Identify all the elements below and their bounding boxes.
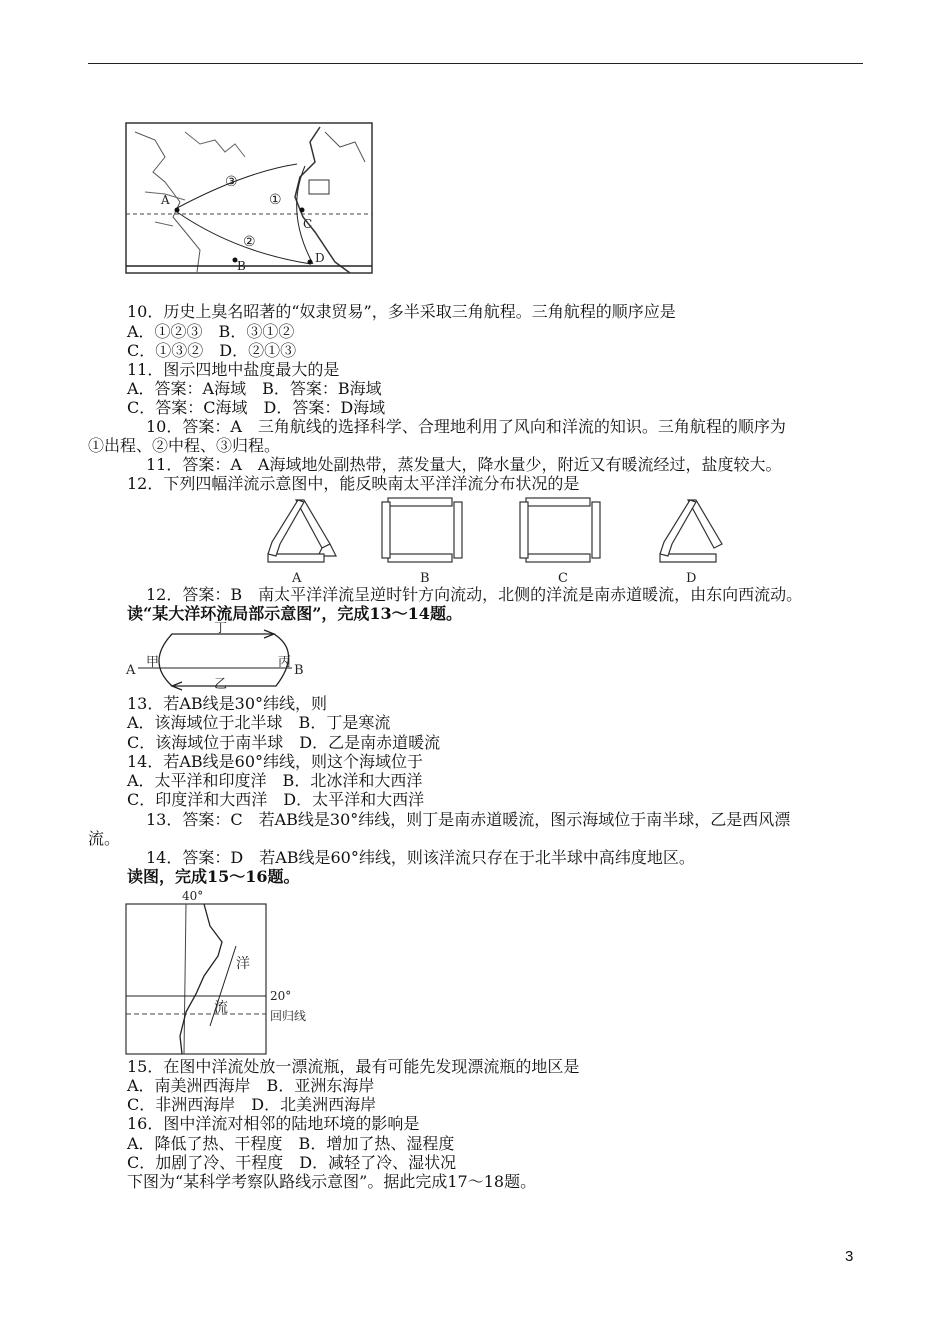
fig13-label-jia: 甲 [146,655,160,670]
question-10-options-ab: A．①②③ B．③①② [127,322,295,341]
map1-label-a: A [161,193,170,207]
fig12-label-c: C [558,571,568,586]
question-10: 10．历史上臭名昭著的“奴隶贸易”，多半采取三角航程。三角航程的顺序应是 [127,302,676,321]
page-number: 3 [845,1248,854,1265]
question-15-options-cd: C．非洲西海岸 D．北美洲西海岸 [127,1095,377,1114]
answer-13-line-2: 流。 [88,829,121,848]
question-15-options-ab: A．南美洲西海岸 B．亚洲东海岸 [127,1076,375,1095]
question-14-options-ab: A．太平洋和印度洋 B．北冰洋和大西洋 [127,771,423,790]
coastal-current-fig15 [124,886,324,1058]
question-16-options-ab: A．降低了热、干程度 B．增加了热、湿程度 [127,1134,455,1153]
question-13-options-ab: A．该海域位于北半球 B．丁是寒流 [127,713,391,732]
question-14-options-cd: C．印度洋和大西洋 D．太平洋和大西洋 [127,790,425,809]
answer-10-line-1: 10．答案：A 三角航线的选择科学、合理地利用了风向和洋流的知识。三角航程的顺序为 [146,417,786,436]
fig13-label-ding: 丁 [214,622,228,636]
fig13-label-b: B [294,663,304,678]
fig13-label-yi: 乙 [214,677,228,692]
question-16: 16．图中洋流对相邻的陆地环境的影响是 [127,1114,420,1133]
map1-route-1: ① [269,192,282,208]
question-15: 15．在图中洋流处放一漂流瓶，最有可能先发现漂流瓶的地区是 [127,1057,580,1076]
answer-11: 11．答案：A A海域地处副热带，蒸发量大，降水量少，附近又有暖流经过，盐度较大。 [146,455,782,474]
map1-label-c: C [303,217,313,231]
fig15-tropic-label: 回归线 [270,1009,307,1023]
question-13: 13．若AB线是30°纬线，则 [127,694,328,713]
current-diagrams-fig12 [258,492,730,587]
read-13-14: 读“某大洋环流局部示意图”，完成13～14题。 [127,604,462,623]
map1-route-2: ② [243,234,256,250]
question-11-options-ab: A．答案：A海域 B．答案：B海域 [127,379,382,398]
map1-label-b: B [237,259,246,273]
fig13-label-bing: 丙 [278,655,292,670]
fig15-lat-40: 40° [182,889,204,903]
fig12-label-d: D [686,571,697,586]
fig15-lat-20: 20° [270,989,292,1003]
ocean-gyre-fig13 [124,622,314,692]
answer-10-line-2: ①出程、②中程、③归程。 [88,436,281,455]
triangle-trade-map [125,122,373,274]
question-10-options-cd: C．①③② D．②①③ [127,341,297,360]
fig15-label-liu: 流 [214,1000,228,1016]
answer-13-line-1: 13．答案：C 若AB线是30°纬线，则丁是南赤道暖流，图示海域位于南半球，乙是西风漂 [146,810,791,829]
question-11: 11．图示四地中盐度最大的是 [127,360,340,379]
question-12: 12．下列四幅洋流示意图中，能反映南太平洋洋流分布状况的是 [127,474,580,493]
map1-label-d: D [315,251,325,265]
answer-12: 12．答案：B 南太平洋洋流呈逆时针方向流动，北侧的洋流是南赤道暖流，由东向西流动。 [146,585,803,604]
header-rule [88,63,863,64]
question-16-options-cd: C．加剧了冷、干程度 D．减轻了冷、湿状况 [127,1153,457,1172]
question-14: 14．若AB线是60°纬线，则这个海域位于 [127,752,424,771]
fig13-label-a: A [126,663,136,678]
fig15-label-yang: 洋 [236,956,250,972]
read-15-16: 读图，完成15～16题。 [127,867,300,886]
fig12-label-a: A [292,571,302,586]
fig12-label-b: B [420,571,430,586]
question-11-options-cd: C．答案：C海域 D．答案：D海域 [127,398,386,417]
map1-route-3: ③ [225,174,238,190]
question-13-options-cd: C．该海域位于南半球 D．乙是南赤道暖流 [127,733,441,752]
answer-14: 14．答案：D 若AB线是60°纬线，则该洋流只存在于北半球中高纬度地区。 [146,848,695,867]
read-17-18: 下图为“某科学考察队路线示意图”。据此完成17～18题。 [127,1172,537,1191]
